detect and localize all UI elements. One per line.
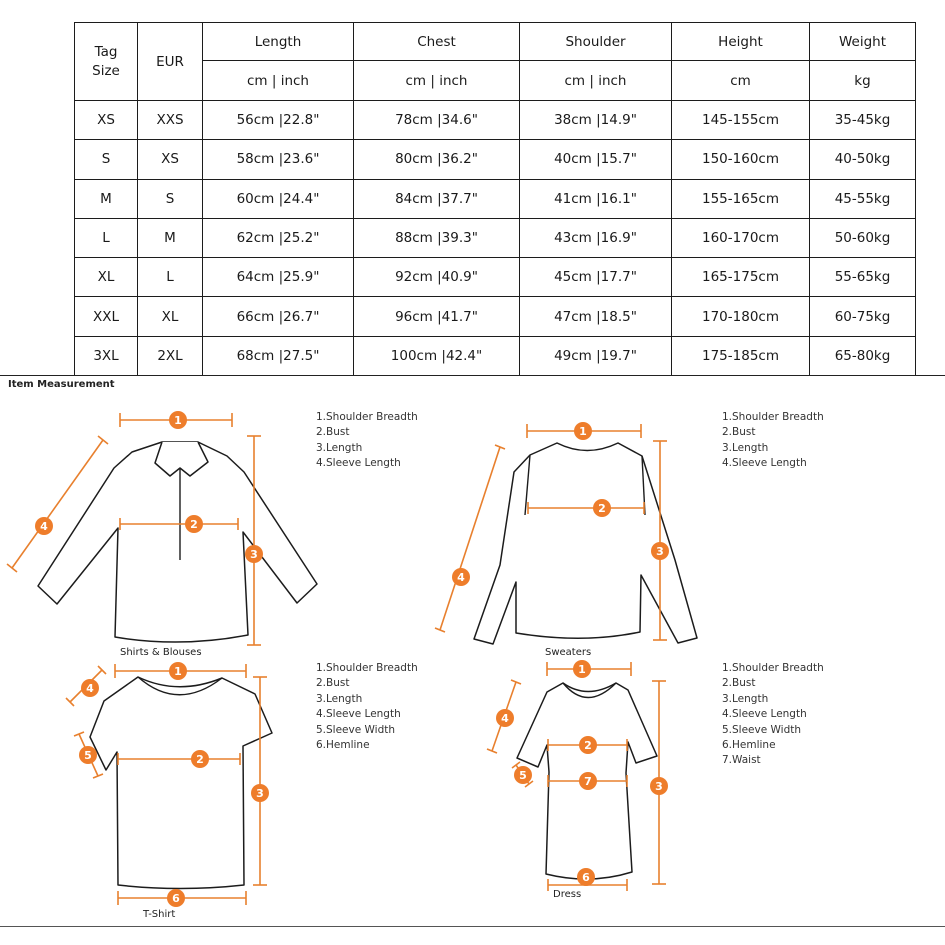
table-cell: 145-155cm [672, 101, 810, 140]
header-height: Height [672, 23, 810, 61]
table-cell: 41cm |16.1" [520, 179, 672, 218]
measurement-tick [98, 436, 108, 444]
marker-number: 5 [519, 769, 527, 782]
table-cell: 55-65kg [810, 258, 916, 297]
measurement-marker [487, 680, 521, 753]
measurement-marker [115, 662, 246, 680]
table-cell: 35-45kg [810, 101, 916, 140]
marker-number: 1 [579, 425, 587, 438]
legend-item: 2.Bust [316, 677, 350, 690]
legend-item: 2.Bust [722, 426, 756, 439]
table-cell: L [138, 258, 203, 297]
unit-chest: cm | inch [354, 61, 520, 101]
table-cell: 160-170cm [672, 218, 810, 257]
table-cell: 88cm |39.3" [354, 218, 520, 257]
table-cell: 60-75kg [810, 297, 916, 336]
marker-number: 1 [174, 665, 182, 678]
unit-height: cm [672, 61, 810, 101]
marker-number: 3 [256, 787, 264, 800]
marker-number: 3 [656, 545, 664, 558]
legend-item: 1.Shoulder Breadth [722, 411, 824, 423]
legend-item: 6.Hemline [316, 739, 370, 752]
legend-shirts [316, 410, 418, 472]
marker-number: 4 [40, 520, 48, 533]
legend-sweaters [722, 410, 824, 472]
marker-number: 3 [250, 548, 258, 561]
unit-weight: kg [810, 61, 916, 101]
marker-number: 6 [582, 871, 590, 884]
marker-number: 2 [598, 502, 606, 515]
table-cell: 92cm |40.9" [354, 258, 520, 297]
table-cell: 175-185cm [672, 336, 810, 375]
unit-length: cm | inch [203, 61, 354, 101]
measurement-marker [120, 411, 232, 429]
table-cell: 64cm |25.9" [203, 258, 354, 297]
caption-dress: Dress [553, 889, 582, 900]
legend-tshirt [316, 661, 418, 753]
table-cell: 66cm |26.7" [203, 297, 354, 336]
table-cell: 60cm |24.4" [203, 179, 354, 218]
measurement-tick [7, 564, 17, 572]
marker-number: 3 [655, 780, 663, 793]
table-cell: 80cm |36.2" [354, 140, 520, 179]
measurement-marker [66, 666, 106, 706]
table-cell: M [75, 179, 138, 218]
table-cell: 40-50kg [810, 140, 916, 179]
table-cell: 78cm |34.6" [354, 101, 520, 140]
tshirt-outline [90, 677, 272, 889]
table-cell: 47cm |18.5" [520, 297, 672, 336]
header-weight: Weight [810, 23, 916, 61]
marker-number: 7 [584, 775, 592, 788]
legend-item: 2.Bust [316, 426, 350, 439]
measurement-marker [512, 762, 533, 787]
caption-sweaters: Sweaters [545, 647, 592, 658]
header-chest: Chest [354, 23, 520, 61]
legend-item: 5.Sleeve Width [722, 723, 802, 736]
table-cell: 50-60kg [810, 218, 916, 257]
table-cell: 49cm |19.7" [520, 336, 672, 375]
legend-item: 6.Hemline [722, 739, 776, 752]
marker-number: 2 [196, 753, 204, 766]
marker-number: 1 [174, 414, 182, 427]
table-cell: S [138, 179, 203, 218]
table-cell: 56cm |22.8" [203, 101, 354, 140]
legend-item: 7.Waist [722, 754, 761, 767]
marker-number: 2 [190, 518, 198, 531]
legend-item: 1.Shoulder Breadth [316, 662, 418, 674]
bottom-divider [0, 926, 945, 927]
table-cell: 40cm |15.7" [520, 140, 672, 179]
marker-number: 4 [457, 571, 465, 584]
marker-number: 4 [86, 682, 94, 695]
measurement-marker [118, 889, 246, 907]
table-cell: 62cm |25.2" [203, 218, 354, 257]
legend-item: 4.Sleeve Length [722, 708, 807, 721]
table-cell: 58cm |23.6" [203, 140, 354, 179]
table-cell: L [75, 218, 138, 257]
table-cell: 38cm |14.9" [520, 101, 672, 140]
table-cell: 65-80kg [810, 336, 916, 375]
table-cell: XXS [138, 101, 203, 140]
marker-number: 1 [578, 663, 586, 676]
table-cell: 2XL [138, 336, 203, 375]
table-cell: M [138, 218, 203, 257]
legend-item: 4.Sleeve Length [722, 457, 807, 470]
table-cell: XL [75, 258, 138, 297]
table-cell: 165-175cm [672, 258, 810, 297]
header-length: Length [203, 23, 354, 61]
table-cell: 170-180cm [672, 297, 810, 336]
tshirt-illustration [90, 677, 272, 889]
header-eur: EUR [138, 23, 203, 101]
table-cell: 45cm |17.7" [520, 258, 672, 297]
marker-number: 4 [501, 712, 509, 725]
table-cell: S [75, 140, 138, 179]
table-cell: 84cm |37.7" [354, 179, 520, 218]
table-cell: 100cm |42.4" [354, 336, 520, 375]
legend-item: 4.Sleeve Length [316, 457, 401, 470]
legend-item: 3.Length [722, 441, 769, 454]
legend-item: 2.Bust [722, 677, 756, 690]
unit-shoulder: cm | inch [520, 61, 672, 101]
table-cell: 3XL [75, 336, 138, 375]
legend-item: 3.Length [316, 441, 363, 454]
measurement-marker [527, 422, 641, 440]
measurement-marker [650, 681, 668, 884]
caption-shirts-blouses: Shirts & Blouses [120, 647, 202, 658]
header-shoulder: Shoulder [520, 23, 672, 61]
table-cell: 96cm |41.7" [354, 297, 520, 336]
table-cell: 155-165cm [672, 179, 810, 218]
table-cell: XS [138, 140, 203, 179]
table-cell: 150-160cm [672, 140, 810, 179]
legend-item: 4.Sleeve Length [316, 708, 401, 721]
legend-item: 3.Length [316, 692, 363, 705]
marker-number: 2 [584, 739, 592, 752]
section-title: Item Measurement [8, 379, 115, 390]
marker-number: 5 [84, 749, 92, 762]
caption-tshirt: T-Shirt [143, 909, 176, 920]
table-cell: 68cm |27.5" [203, 336, 354, 375]
table-cell: 43cm |16.9" [520, 218, 672, 257]
measurement-marker [547, 660, 631, 678]
table-cell: 45-55kg [810, 179, 916, 218]
table-cell: XL [138, 297, 203, 336]
legend-item: 5.Sleeve Width [316, 723, 396, 736]
header-tag-size-line1: Tag [94, 43, 118, 60]
legend-item: 1.Shoulder Breadth [722, 662, 824, 674]
legend-item: 1.Shoulder Breadth [316, 411, 418, 423]
marker-number: 6 [172, 892, 180, 905]
header-tag-size-line2: Size [92, 62, 120, 79]
table-cell: XS [75, 101, 138, 140]
legend-dress [722, 661, 824, 769]
legend-item: 3.Length [722, 692, 769, 705]
table-cell: XXL [75, 297, 138, 336]
